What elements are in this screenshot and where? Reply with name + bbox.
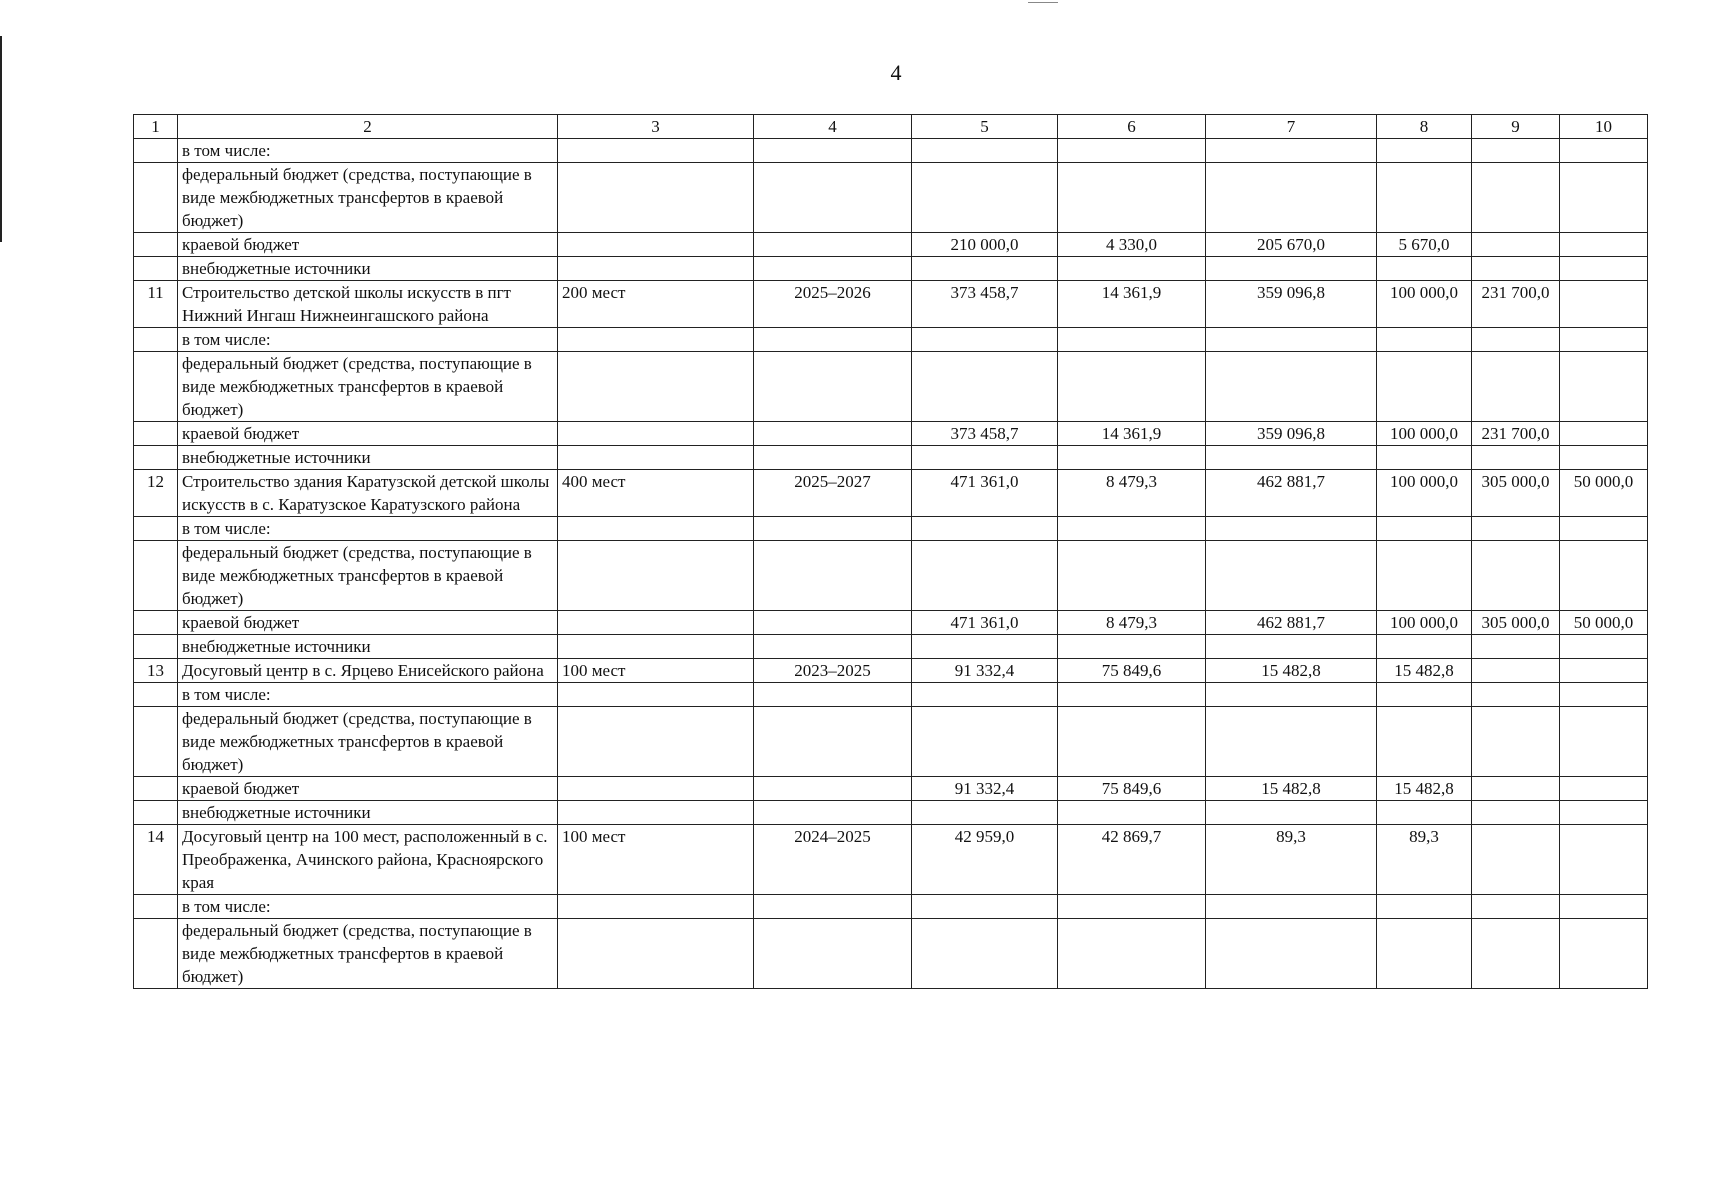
row-label-cell: в том числе: xyxy=(178,328,558,352)
table-cell xyxy=(1058,541,1206,611)
table-cell xyxy=(1058,683,1206,707)
table-cell xyxy=(558,895,754,919)
table-cell xyxy=(754,233,912,257)
row-index-cell xyxy=(134,683,178,707)
table-cell xyxy=(912,541,1058,611)
table-cell xyxy=(1560,895,1648,919)
table-cell xyxy=(754,422,912,446)
table-cell xyxy=(912,683,1058,707)
table-cell: 42 869,7 xyxy=(1058,825,1206,895)
row-index-cell xyxy=(134,707,178,777)
row-label-cell: федеральный бюджет (средства, поступающие в виде межбюджетных трансфертов в краевой бюджет) xyxy=(178,707,558,777)
table-cell xyxy=(558,801,754,825)
row-index-cell xyxy=(134,233,178,257)
table-cell xyxy=(558,422,754,446)
table-cell xyxy=(1206,541,1377,611)
table-cell xyxy=(1206,139,1377,163)
table-cell xyxy=(1058,919,1206,989)
table-cell xyxy=(1377,517,1472,541)
table-cell: 75 849,6 xyxy=(1058,659,1206,683)
table-cell xyxy=(1560,517,1648,541)
table-cell: 42 959,0 xyxy=(912,825,1058,895)
table-cell xyxy=(912,446,1058,470)
table-row xyxy=(134,352,1648,422)
table-cell: 2025–2026 xyxy=(754,281,912,328)
table-cell: 91 332,4 xyxy=(912,777,1058,801)
table-cell xyxy=(1377,707,1472,777)
table-cell: 100 000,0 xyxy=(1377,281,1472,328)
table-cell xyxy=(558,139,754,163)
table-cell xyxy=(912,328,1058,352)
table-cell xyxy=(1472,233,1560,257)
row-label-cell: Строительство здания Каратузской детской школы искусств в с. Каратузское Каратузского района xyxy=(178,470,558,517)
table-cell xyxy=(1058,801,1206,825)
header-cell: 1 xyxy=(134,115,178,139)
table-cell xyxy=(1377,801,1472,825)
row-label-cell: внебюджетные источники xyxy=(178,635,558,659)
table-cell xyxy=(558,919,754,989)
table-cell: 15 482,8 xyxy=(1377,659,1472,683)
table-cell: 89,3 xyxy=(1206,825,1377,895)
table-cell: 231 700,0 xyxy=(1472,422,1560,446)
table-row xyxy=(134,635,1648,659)
row-label-cell: внебюджетные источники xyxy=(178,257,558,281)
row-index-cell xyxy=(134,611,178,635)
table-cell xyxy=(558,163,754,233)
table-cell xyxy=(1472,541,1560,611)
table-cell: 471 361,0 xyxy=(912,470,1058,517)
table-cell xyxy=(1206,257,1377,281)
table-cell xyxy=(558,352,754,422)
table-cell xyxy=(1472,895,1560,919)
row-index-cell xyxy=(134,919,178,989)
table-cell: 359 096,8 xyxy=(1206,422,1377,446)
table-row xyxy=(134,801,1648,825)
table-cell xyxy=(1058,328,1206,352)
table-cell xyxy=(1560,801,1648,825)
table-cell xyxy=(1560,825,1648,895)
table-cell xyxy=(1377,446,1472,470)
header-cell: 9 xyxy=(1472,115,1560,139)
table-cell: 359 096,8 xyxy=(1206,281,1377,328)
header-cell: 8 xyxy=(1377,115,1472,139)
table-cell xyxy=(1206,801,1377,825)
row-label-cell: в том числе: xyxy=(178,139,558,163)
table-cell xyxy=(754,328,912,352)
table-cell: 400 мест xyxy=(558,470,754,517)
row-label-cell: в том числе: xyxy=(178,517,558,541)
table-cell xyxy=(912,895,1058,919)
row-index-cell: 14 xyxy=(134,825,178,895)
table-cell: 50 000,0 xyxy=(1560,611,1648,635)
table-cell xyxy=(912,257,1058,281)
table-cell xyxy=(1472,517,1560,541)
table-cell xyxy=(1058,163,1206,233)
table-header-row xyxy=(134,115,1648,139)
table-cell xyxy=(754,801,912,825)
table-cell xyxy=(1377,541,1472,611)
table-cell xyxy=(1560,919,1648,989)
table-cell xyxy=(754,517,912,541)
table-cell: 210 000,0 xyxy=(912,233,1058,257)
table-cell: 4 330,0 xyxy=(1058,233,1206,257)
table-cell xyxy=(754,541,912,611)
table-cell xyxy=(1206,517,1377,541)
table-cell: 14 361,9 xyxy=(1058,281,1206,328)
table-cell xyxy=(1206,446,1377,470)
row-index-cell xyxy=(134,801,178,825)
row-index-cell xyxy=(134,635,178,659)
row-label-cell: федеральный бюджет (средства, поступающие в виде межбюджетных трансфертов в краевой бюджет) xyxy=(178,541,558,611)
table-cell xyxy=(558,611,754,635)
table-cell xyxy=(754,683,912,707)
table-row xyxy=(134,257,1648,281)
row-index-cell xyxy=(134,777,178,801)
table-cell: 205 670,0 xyxy=(1206,233,1377,257)
table-cell: 305 000,0 xyxy=(1472,470,1560,517)
table-cell xyxy=(1058,517,1206,541)
table-cell: 89,3 xyxy=(1377,825,1472,895)
row-label-cell: Строительство детской школы искусств в пгт Нижний Ингаш Нижнеингашского района xyxy=(178,281,558,328)
table-row xyxy=(134,541,1648,611)
table-cell xyxy=(1377,683,1472,707)
table-cell xyxy=(1560,422,1648,446)
table-cell xyxy=(1058,257,1206,281)
table-cell: 471 361,0 xyxy=(912,611,1058,635)
row-index-cell: 12 xyxy=(134,470,178,517)
table-body xyxy=(134,139,1648,989)
table-cell xyxy=(558,257,754,281)
table-cell xyxy=(1377,352,1472,422)
table-cell: 373 458,7 xyxy=(912,422,1058,446)
table-cell xyxy=(912,517,1058,541)
table-row xyxy=(134,328,1648,352)
table-cell: 75 849,6 xyxy=(1058,777,1206,801)
table-cell xyxy=(1560,707,1648,777)
table-row xyxy=(134,777,1648,801)
header-cell: 5 xyxy=(912,115,1058,139)
table-cell xyxy=(1560,257,1648,281)
table-cell xyxy=(1206,328,1377,352)
table-cell xyxy=(912,707,1058,777)
table-cell xyxy=(754,352,912,422)
table-cell: 14 361,9 xyxy=(1058,422,1206,446)
row-label-cell: Досуговый центр в с. Ярцево Енисейского района xyxy=(178,659,558,683)
table-cell: 8 479,3 xyxy=(1058,611,1206,635)
table-cell xyxy=(1058,139,1206,163)
table-cell: 100 000,0 xyxy=(1377,470,1472,517)
table-cell: 462 881,7 xyxy=(1206,470,1377,517)
row-index-cell xyxy=(134,163,178,233)
table-row xyxy=(134,517,1648,541)
table-cell xyxy=(1560,163,1648,233)
table-cell xyxy=(1472,446,1560,470)
row-index-cell xyxy=(134,257,178,281)
table-cell xyxy=(1058,707,1206,777)
table-cell: 231 700,0 xyxy=(1472,281,1560,328)
table-row xyxy=(134,683,1648,707)
table-cell xyxy=(558,446,754,470)
table-row xyxy=(134,707,1648,777)
table-cell xyxy=(1472,352,1560,422)
row-index-cell xyxy=(134,446,178,470)
table-cell xyxy=(912,352,1058,422)
row-index-cell xyxy=(134,895,178,919)
table-cell xyxy=(1560,446,1648,470)
header-cell: 4 xyxy=(754,115,912,139)
table-cell: 15 482,8 xyxy=(1206,659,1377,683)
table-cell xyxy=(1560,352,1648,422)
table-row xyxy=(134,139,1648,163)
table-cell xyxy=(912,139,1058,163)
table-cell xyxy=(1377,919,1472,989)
table-cell xyxy=(1377,895,1472,919)
table-cell xyxy=(1472,163,1560,233)
table-cell xyxy=(1377,163,1472,233)
top-edge-fragment xyxy=(1028,0,1058,3)
row-index-cell xyxy=(134,541,178,611)
table-cell xyxy=(754,895,912,919)
table-cell: 462 881,7 xyxy=(1206,611,1377,635)
table-cell xyxy=(1472,919,1560,989)
table-cell xyxy=(1472,328,1560,352)
row-index-cell: 11 xyxy=(134,281,178,328)
table-cell xyxy=(1472,257,1560,281)
header-cell: 3 xyxy=(558,115,754,139)
row-index-cell xyxy=(134,422,178,446)
table-cell xyxy=(1377,139,1472,163)
row-label-cell: краевой бюджет xyxy=(178,777,558,801)
table-cell xyxy=(754,707,912,777)
header-cell: 2 xyxy=(178,115,558,139)
table-cell xyxy=(1560,281,1648,328)
row-index-cell xyxy=(134,328,178,352)
table-cell xyxy=(1472,801,1560,825)
table-cell xyxy=(558,517,754,541)
row-label-cell: краевой бюджет xyxy=(178,233,558,257)
row-index-cell: 13 xyxy=(134,659,178,683)
table-cell xyxy=(912,163,1058,233)
table-cell xyxy=(1206,895,1377,919)
table-row xyxy=(134,919,1648,989)
table-cell xyxy=(754,139,912,163)
table-row xyxy=(134,895,1648,919)
table-cell: 100 000,0 xyxy=(1377,422,1472,446)
table-cell xyxy=(754,919,912,989)
row-index-cell xyxy=(134,352,178,422)
row-label-cell: федеральный бюджет (средства, поступающие в виде межбюджетных трансфертов в краевой бюджет) xyxy=(178,352,558,422)
table-cell: 2024–2025 xyxy=(754,825,912,895)
header-cell: 6 xyxy=(1058,115,1206,139)
table-cell xyxy=(912,919,1058,989)
table-cell xyxy=(754,635,912,659)
table-cell xyxy=(1377,635,1472,659)
table-cell xyxy=(1206,635,1377,659)
table-cell xyxy=(558,328,754,352)
row-index-cell xyxy=(134,517,178,541)
table-cell xyxy=(1206,683,1377,707)
table-cell xyxy=(1560,659,1648,683)
table-cell xyxy=(558,777,754,801)
table-cell xyxy=(1560,541,1648,611)
row-label-cell: внебюджетные источники xyxy=(178,801,558,825)
table-cell xyxy=(1472,139,1560,163)
table-cell: 100 мест xyxy=(558,825,754,895)
table-cell xyxy=(912,635,1058,659)
table-cell xyxy=(1058,635,1206,659)
table-cell: 2023–2025 xyxy=(754,659,912,683)
table-cell xyxy=(1472,825,1560,895)
table-cell: 8 479,3 xyxy=(1058,470,1206,517)
table-cell xyxy=(1058,446,1206,470)
table-cell xyxy=(558,635,754,659)
table-cell xyxy=(754,777,912,801)
table-cell xyxy=(1206,919,1377,989)
table-cell xyxy=(1377,328,1472,352)
row-label-cell: краевой бюджет xyxy=(178,611,558,635)
table-cell xyxy=(1206,163,1377,233)
table-cell xyxy=(1472,635,1560,659)
table-row xyxy=(134,446,1648,470)
table-cell xyxy=(754,446,912,470)
table-row xyxy=(134,825,1648,895)
page-number: 4 xyxy=(890,60,902,85)
table-row xyxy=(134,233,1648,257)
table-cell xyxy=(1560,683,1648,707)
row-label-cell: Досуговый центр на 100 мест, расположенный в с. Преображенка, Ачинского района, Красноярского края xyxy=(178,825,558,895)
table-cell xyxy=(1472,659,1560,683)
table-cell: 2025–2027 xyxy=(754,470,912,517)
table-cell: 15 482,8 xyxy=(1206,777,1377,801)
table-cell: 91 332,4 xyxy=(912,659,1058,683)
table-cell xyxy=(558,233,754,257)
table-cell xyxy=(1206,707,1377,777)
table-cell xyxy=(1560,328,1648,352)
row-label-cell: федеральный бюджет (средства, поступающие в виде межбюджетных трансфертов в краевой бюджет) xyxy=(178,919,558,989)
row-label-cell: в том числе: xyxy=(178,895,558,919)
table-cell xyxy=(1560,139,1648,163)
table-cell xyxy=(558,707,754,777)
table-cell: 100 000,0 xyxy=(1377,611,1472,635)
table-row xyxy=(134,470,1648,517)
table-cell: 373 458,7 xyxy=(912,281,1058,328)
table-cell xyxy=(754,611,912,635)
table-cell xyxy=(1472,683,1560,707)
table-cell: 100 мест xyxy=(558,659,754,683)
table-cell xyxy=(1377,257,1472,281)
table-cell: 50 000,0 xyxy=(1560,470,1648,517)
table-cell xyxy=(1206,352,1377,422)
header-cell: 10 xyxy=(1560,115,1648,139)
row-label-cell: внебюджетные источники xyxy=(178,446,558,470)
table-row xyxy=(134,422,1648,446)
table-cell: 5 670,0 xyxy=(1377,233,1472,257)
table-row xyxy=(134,659,1648,683)
table-cell xyxy=(1472,777,1560,801)
header-cell: 7 xyxy=(1206,115,1377,139)
table-row xyxy=(134,281,1648,328)
table-row xyxy=(134,611,1648,635)
table-cell xyxy=(558,683,754,707)
table-cell xyxy=(754,163,912,233)
table-cell xyxy=(1560,635,1648,659)
table-cell: 15 482,8 xyxy=(1377,777,1472,801)
table-row xyxy=(134,163,1648,233)
row-index-cell xyxy=(134,139,178,163)
table-cell xyxy=(754,257,912,281)
table-cell xyxy=(912,801,1058,825)
row-label-cell: краевой бюджет xyxy=(178,422,558,446)
table-cell xyxy=(1058,895,1206,919)
row-label-cell: федеральный бюджет (средства, поступающие в виде межбюджетных трансфертов в краевой бюджет) xyxy=(178,163,558,233)
table-cell: 200 мест xyxy=(558,281,754,328)
table-cell xyxy=(1560,233,1648,257)
table-cell: 305 000,0 xyxy=(1472,611,1560,635)
table-cell xyxy=(558,541,754,611)
table-cell xyxy=(1058,352,1206,422)
row-label-cell: в том числе: xyxy=(178,683,558,707)
table-cell xyxy=(1560,777,1648,801)
budget-table xyxy=(133,114,1648,989)
table-cell xyxy=(1472,707,1560,777)
